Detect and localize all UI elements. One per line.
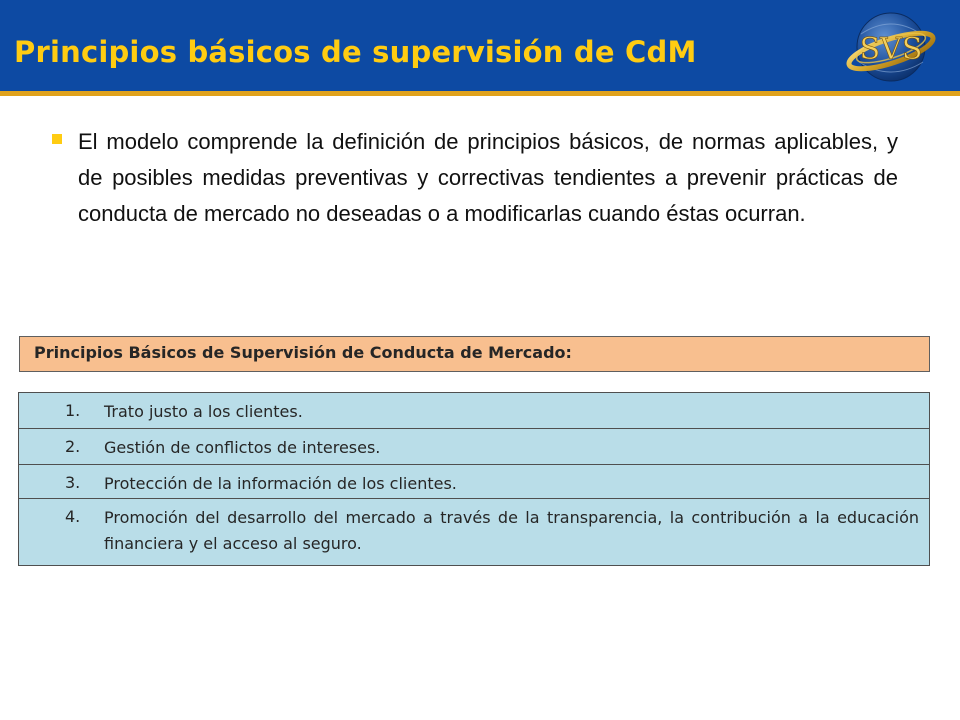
principle-text: Protección de la información de los clientes. xyxy=(104,474,457,493)
square-bullet-icon xyxy=(52,134,62,144)
principle-text: Promoción del desarrollo del mercado a través de la transparencia, la contribución a la educación financiera y el acceso al seguro. xyxy=(104,508,919,553)
principle-row xyxy=(19,499,929,565)
principles-list xyxy=(18,392,930,566)
principles-header-box xyxy=(19,336,930,372)
svs-logo xyxy=(845,4,937,90)
principle-number: 2. xyxy=(65,437,81,456)
principles-header-title: Principios Básicos de Supervisión de Conducta de Mercado: xyxy=(34,343,572,362)
intro-paragraph: El modelo comprende la definición de principios básicos, de normas aplicables, y de posibles medidas preventivas y correctivas tendientes a prevenir prácticas de conducta de mercado no deseadas o a modificarlas cuando éstas ocurran. xyxy=(78,129,898,226)
principle-row xyxy=(19,429,929,465)
principle-text: Trato justo a los clientes. xyxy=(104,402,303,421)
principle-number: 4. xyxy=(65,507,81,526)
intro-bullet xyxy=(52,124,898,232)
slide-title: Principios básicos de supervisión de CdM xyxy=(14,35,697,69)
slide-header xyxy=(0,0,960,96)
principle-number: 3. xyxy=(65,473,81,492)
principle-row xyxy=(19,465,929,499)
principle-number: 1. xyxy=(65,401,81,420)
principle-text: Gestión de conflictos de intereses. xyxy=(104,438,381,457)
svg-text:SVS: SVS xyxy=(859,32,923,67)
principle-row xyxy=(19,393,929,429)
